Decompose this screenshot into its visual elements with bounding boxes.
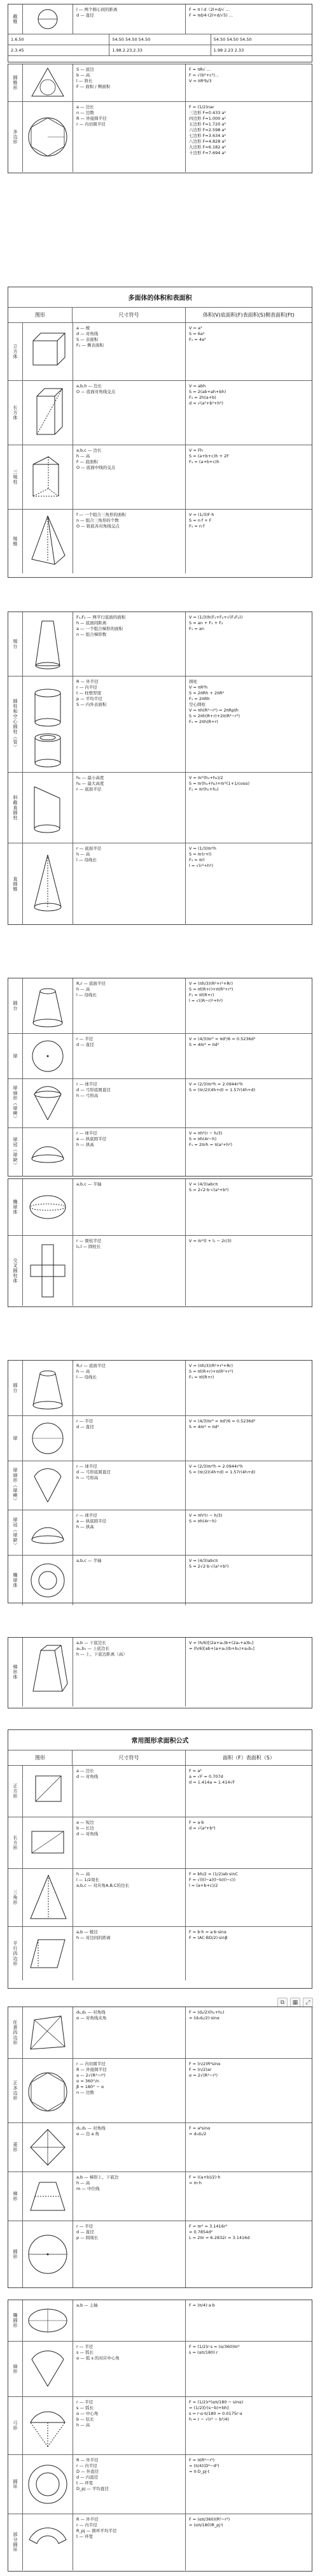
table-row: 多边形 a — 边长 n — 边数 R — 外接圆半径 r — 内切圆半径 F = (1/2)nar 三边形 F=0.433 a² 四边形 F=1.000 a² 五边形 F=1.720 a² 六边形 F=2.598 a² 七边形 F=3.634 a² 八边形 F=4.828 a² 九边形 F=6.182 a² 十边形 F=7.694 a² [8, 102, 312, 172]
table-row: 椭球体 a,b,c — 半轴 V = (4/3)abcπ S = 2√2·b·√(a²+b²) [8, 1179, 312, 1236]
shape-figure [23, 1869, 73, 1926]
table-row: 正方形 a — 边长 d — 对角线 F = a² a = √F = 0.707d d = 1.414a = 1.414√F [8, 1766, 312, 1817]
table-row: 长方体 a,b,h — 边长 O — 底面对角线交点 V = abh S = 2(ab+ah+bh) F₁ = 2h(a+b) d = √(a²+b²+h²) [8, 381, 312, 445]
table-row: 球冠（球缺） r — 球半径 a — 拱底圆半径 h — 拱高 V = πh²(r − h/3) S = πh(4r−h) F₁ = 2πrh = π(a²+h²) [8, 1128, 312, 1177]
table-trapezoid-body [8, 1637, 312, 1708]
table-row: 球扇形（球楔） r — 球半径 d — 弓形底圆直径 h — 弓形高 V = (2/3)πr²h = 2.0944r²h S = (πr/2)(4h+d) = 1.57r(4h+d) [8, 1461, 312, 1510]
shape-figure [23, 2300, 73, 2341]
table-polygons [8, 64, 312, 173]
table-header: 图形 尺寸符号 面积（F）表面积（S） [8, 1750, 312, 1766]
shape-figure [23, 1556, 73, 1605]
table-row: 球冠（球缺） r — 球半径 a — 拱底圆半径 h — 拱高 V = πh²(r − h/3) S = πh(4r−h) [8, 1510, 312, 1556]
table-row: 圆台 R,r — 底面半径 h — 高 l — 母线长 V = (πh/3)(R²+r²+Rr) S = πl(R+r)+π(R²+r²) F₁ = πl(R+r) l = √((R−r)²+h²) [8, 978, 312, 1034]
table-row: 圆环 R — 外半径 r — 内半径 D — 外直径 d — 内直径 t — 环宽 D_pj — 平均直径 F = π(R²−r²) = (π/4)(D²−d²) = π·D_pj·t [8, 2455, 312, 2514]
table-row: 扇形 r — 半径 s — 弧长 α — 弧 s 的对应中心角 F = (1/2)r·s = (α/360)πr² s = (απ/180)·r [8, 2342, 312, 2397]
copy-icon[interactable]: ⧉ [277, 1998, 288, 2008]
table-row: 球 r — 半径 d — 直径 V = (4/3)πr³ = πd³/6 = 0.5236d³ S = 4πr² = πd² [8, 1416, 312, 1461]
shape-figure [23, 1510, 73, 1555]
shape-params: l — 两个圆心间的距离 d — 直径 [73, 4, 186, 34]
table-spheres-b [8, 1178, 312, 1307]
table-row: 弓形 r — 半径 s — 弧长 α — 中心角 b — 弦长 h — 高 F = (1/2)r²(απ/180 − sinα) = (1/2)[r(s−b)+bh] s = r·α·π/180 = 0.0175r·α h = r − √(r² − b²/4) [8, 2397, 312, 2455]
table-row: 椭球体 a,b,c — 半轴 V = (4/3)abcπ S = 2√2·b·√(a²+b²) [8, 1556, 312, 1605]
shape-figure [23, 2007, 73, 2058]
table-row: 立方体 a — 棱 d — 对角线 S — 表面积 F₁ — 侧表面积 V = a³ S = 6a² F₁ = 4a² [8, 323, 312, 381]
table-row: 正多边形 r — 内切圆半径 R — 外接圆半径 a — 2√(R²−r²) α = 360°/n β = 180° − α n — 边数 F = (n/2)R²sinα F = (n/2)ar α = 2√(R²−r²) [8, 2059, 312, 2123]
shape-figure [23, 2059, 73, 2122]
table-curved-shapes [8, 2300, 312, 2572]
shape-figure [23, 978, 73, 1033]
shape-figure [23, 381, 73, 445]
table-row: 椭圆形 a,b — 主轴 F = (π/4)·a·b [8, 2300, 312, 2342]
shape-figure [23, 1817, 73, 1868]
table-spheres-a [8, 978, 312, 1177]
shape-figure [23, 843, 73, 925]
grid-icon[interactable]: ▦ [290, 1998, 300, 2008]
shape-figure [23, 1079, 73, 1127]
shape-figure [23, 1927, 73, 1980]
table-row: 任意四边形 d₁,d₂ — 对角线 α — 对角线夹角 F = (d₂/2)(h₁+h₂) = (d₁d₂/2)·sinα [8, 2007, 312, 2059]
table-cylinders [8, 612, 312, 925]
shape-formulas: F = π l d（2l+d/√ ... F = πd/4·(2l+d/√5) ... [189, 7, 233, 18]
table-spheres-c [8, 1360, 312, 1603]
value-row: 2.3.45 1.98.2.23.2.33 1.98 2.23 2.33 [8, 45, 312, 56]
shape-figure [23, 2221, 73, 2287]
shape-figure [23, 1128, 73, 1177]
shape-figure [23, 4, 73, 34]
shape-figure [23, 1638, 73, 1707]
shape-figure [23, 1361, 73, 1415]
table-row: 棱台 F₁,F₂ — 两平行底面的面积 h — 底面间距离 a — 一个组合梯形的面积 n — 组合梯形数 V = (1/3)h(F₁+F₂+√(F₁F₂)) S = an + F₁ + F₂ F₁ = an [8, 612, 312, 676]
table-row: 梯形 a,b — 梯形上、下底边 h — 高 m — 中位线 F = ((a+b)/2)·h = m·h [8, 2172, 312, 2221]
section-title: 多面体的体积和表面积 [8, 287, 312, 308]
table-row: 三棱柱 a,b,c — 边长 h — 高 F — 底面积 O — 底面中线的交点 V = Fh S = (a+b+c)h + 2F F₁ = (a+b+c)h [8, 445, 312, 510]
shape-figure [23, 445, 73, 509]
table-row: 圆台 R,r — 底面半径 h — 高 l — 母线长 V = (πh/3)(R²+r²+Rr) S = πl(R+r)+π(R²+r²) F₁ = πl(R+r) [8, 1361, 312, 1416]
shape-figure [23, 64, 73, 101]
shape-figure [23, 773, 73, 843]
shape-figure [23, 1416, 73, 1461]
table-row: 长方形 a — 短边 b — 长边 d — 对角线 F = a·b d = √(a²+b²) [8, 1817, 312, 1869]
shape-figure [23, 612, 73, 676]
shape-figure [23, 1766, 73, 1817]
table-top [8, 4, 312, 62]
shape-figure [23, 2342, 73, 2396]
shape-figure [23, 2123, 73, 2172]
shape-figure [23, 1461, 73, 1510]
shape-figure [23, 1179, 73, 1235]
table-row: 圆形 r — 半径 d — 直径 p — 圆周长 F = πr² = 3.1416r² = 0.7854d² L = 2πr = 6.2832r = 3.1416d [8, 2221, 312, 2287]
table-area-formulas [8, 1729, 312, 1989]
shape-figure [23, 2514, 73, 2570]
shape-figure [23, 2455, 73, 2514]
shape-name: 截锥 [8, 4, 23, 34]
value-row: 1.6.50 54.50 54.50 54.50 54.50 54.50 54.50 [8, 34, 312, 45]
shape-figure [23, 1236, 73, 1306]
shape-figure [23, 2397, 73, 2454]
shape-figure [23, 2172, 73, 2221]
table-header: 图形 尺寸符号 体积(V)底面积(F)表面积(S)侧表面积(Ft) [8, 308, 312, 323]
shape-figure [23, 102, 73, 172]
table-row: 平行四边形 a,b — 棱边 h — 对边间的距离 F = b·h = a·b·sinα F = (AC·BD/2)·sinβ [8, 1927, 312, 1980]
shape-figure [23, 323, 73, 380]
shape-figure [23, 676, 73, 772]
table-polyhedra [8, 287, 312, 578]
table-row: 斜截直圆柱 h₁ — 最小高度 h₂ — 最大高度 r — 底面半径 V = πr²(h₁+h₂)/2 S = πr(h₁+h₂)+πr²(1+1/cosα) F₁ = πr(h₁+h₂) [8, 773, 312, 843]
section-title: 常用图形求面积公式 [8, 1730, 312, 1750]
table-row: 圆锥形 S — 底边 b — 高 l — 斜长 F — 面积 / 侧面积 F = πR√ ... F = √(b²+c²)... V = πR²b/3 [8, 64, 312, 102]
table-row: 三角形 h — 高 l — 1/2周长 a,b,c — 对应角A,B,C的边长 F = bh/2 = (1/2)ab·sinC F = √(l(l−a)(l−b)(l−c)) l = (a+b+c)/2 [8, 1869, 312, 1927]
table-row: 部分圆环 R — 外半径 r — 内半径 R_pj — 圆环平均半径 t — 环宽 F = (απ/360)(R²−r²) = (απ/180)R_pj·t [8, 2514, 312, 2570]
table-row: 梯形体 a,b — 下底边长 a₁,b₁ — 上底边长 h — 上、下底边距离（高） V = (h/6)[(2a+a₁)b+(2a₁+a)b₁] = (h/6)[ab+(a+a₁)(b+b₁)+a₁b₁] [8, 1638, 312, 1707]
shape-figure [23, 1034, 73, 1078]
table-row: 直圆锥 r — 底面半径 h — 高 l — 母线长 V = (1/3)πr²h S = πr(r+l) F₁ = πrl l = √(r²+h²) [8, 843, 312, 925]
table-row: 菱形 d₁,d₂ — 对角线 α — 边 a 角 F = a²sinα = d₁d₂/2 [8, 2123, 312, 2172]
table-polygons-area [8, 2007, 312, 2288]
table-row: 棱锥 f — 一个组合三角形的面积 n — 组合三角形的个数 O — 锥底各对角线交点 V = (1/3)F·h S = n·f + F F₁ = n·f [8, 510, 312, 573]
shape-figure [23, 510, 73, 573]
table-row [8, 4, 312, 34]
table-row: 圆柱和空心圆柱（管） R — 外半径 r — 内半径 t — 柱壁厚度 p — 平均半径 S — 内外表面积 圆柱 V = πR²h S = 2πRh + 2πR² F₁ = 2πRh 空心圆柱 V = πh(R²−r²) = 2πRpth S = 2πh(R+r)+2π(R²−r²) F₁ = 2πh(R+r) [8, 676, 312, 773]
table-row: 球 r — 半径 d — 直径 V = (4/3)πr³ = πd³/6 = 0.5236d³ S = 4πr² = πd² [8, 1034, 312, 1079]
table-row: 球扇形（球楔） r — 球半径 d — 弓形底圆直径 h — 弓形高 V = (2/3)πr²h = 2.0944r²h S = (πr/2)(4h+d) = 1.57r(4h+d) [8, 1079, 312, 1128]
table-row: 交叉圆柱体 r — 圆柱半径 l₁,l — 圆柱长 V = πr²(l + l₁ − 2r/3) [8, 1236, 312, 1306]
expand-icon[interactable]: ⤢ [303, 1998, 313, 2008]
